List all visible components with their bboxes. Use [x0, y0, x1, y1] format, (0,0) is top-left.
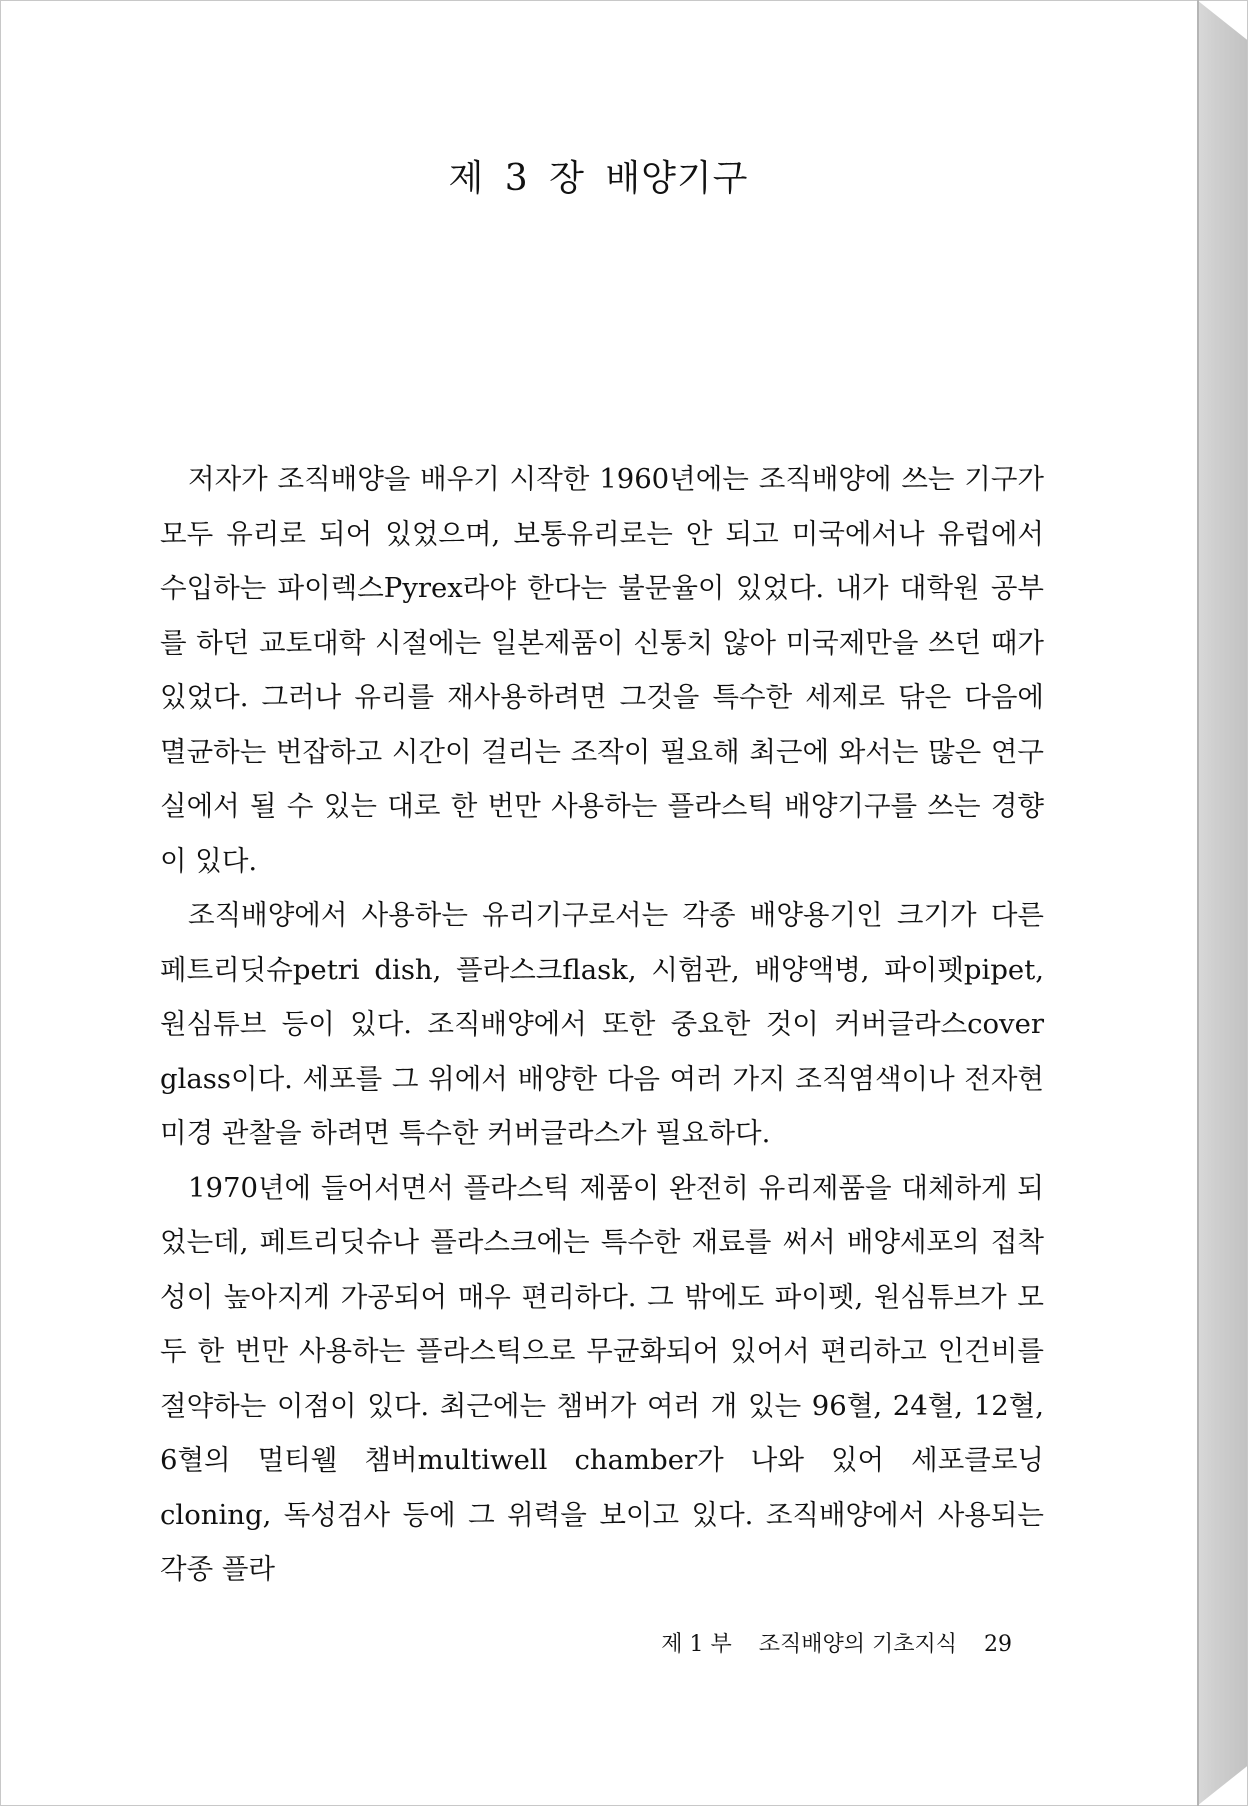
chapter-title: 제 3 장 배양기구	[448, 158, 749, 199]
page-number: 29	[984, 1632, 1012, 1657]
paragraph-3: 1970년에 들어서면서 플라스틱 제품이 완전히 유리제품을 대체하게 되었는데, 페트리딧슈나 플라스크에는 특수한 재료를 써서 배양세포의 접착성이 높아지게 가공되어 매우 편리하다. 그 밖에도 파이펫, 원심튜브가 모두 한 번만 사용하는 플라스틱으로 무균화되어 있어서 편리하고 인건비를 절약하는 이점이 있다. 최근에는 챔버가 여러 개 있는 96혈, 24혈, 12혈, 6혈의 멀티웰 챔버multiwell chamber가 나와 있어 세포클로닝cloning, 독성검사 등에 그 위력을 보이고 있다. 조직배양에서 사용되는 각종 플라	[160, 1171, 1044, 1585]
footer-part: 제 1 부	[661, 1632, 732, 1657]
running-footer	[661, 1630, 1012, 1660]
paragraph-2: 조직배양에서 사용하는 유리기구로서는 각종 배양용기인 크기가 다른 페트리딧슈petri dish, 플라스크flask, 시험관, 배양액병, 파이펫pipet, 원심튜브 등이 있다. 조직배양에서 또한 중요한 것이 커버글라스cover glass이다. 세포를 그 위에서 배양한 다음 여러 가지 조직염색이나 전자현미경 관찰을 하려면 특수한 커버글라스가 필요하다.	[160, 899, 1044, 1149]
page-edge-line	[1197, 0, 1199, 1806]
paragraph-1: 저자가 조직배양을 배우기 시작한 1960년에는 조직배양에 쓰는 기구가 모두 유리로 되어 있었으며, 보통유리로는 안 되고 미국에서나 유럽에서 수입하는 파이렉스Pyrex라야 한다는 불문율이 있었다. 내가 대학원 공부를 하던 교토대학 시절에는 일본제품이 신통치 않아 미국제만을 쓰던 때가 있었다. 그러나 유리를 재사용하려면 그것을 특수한 세제로 닦은 다음에 멸균하는 번잡하고 시간이 걸리는 조작이 필요해 최근에 와서는 많은 연구실에서 될 수 있는 대로 한 번만 사용하는 플라스틱 배양기구를 쓰는 경향이 있다.	[160, 463, 1044, 877]
page-stack-edge	[1197, 0, 1247, 1806]
body-text	[160, 452, 1044, 1597]
footer-section: 조직배양의 기초지식	[758, 1632, 957, 1657]
